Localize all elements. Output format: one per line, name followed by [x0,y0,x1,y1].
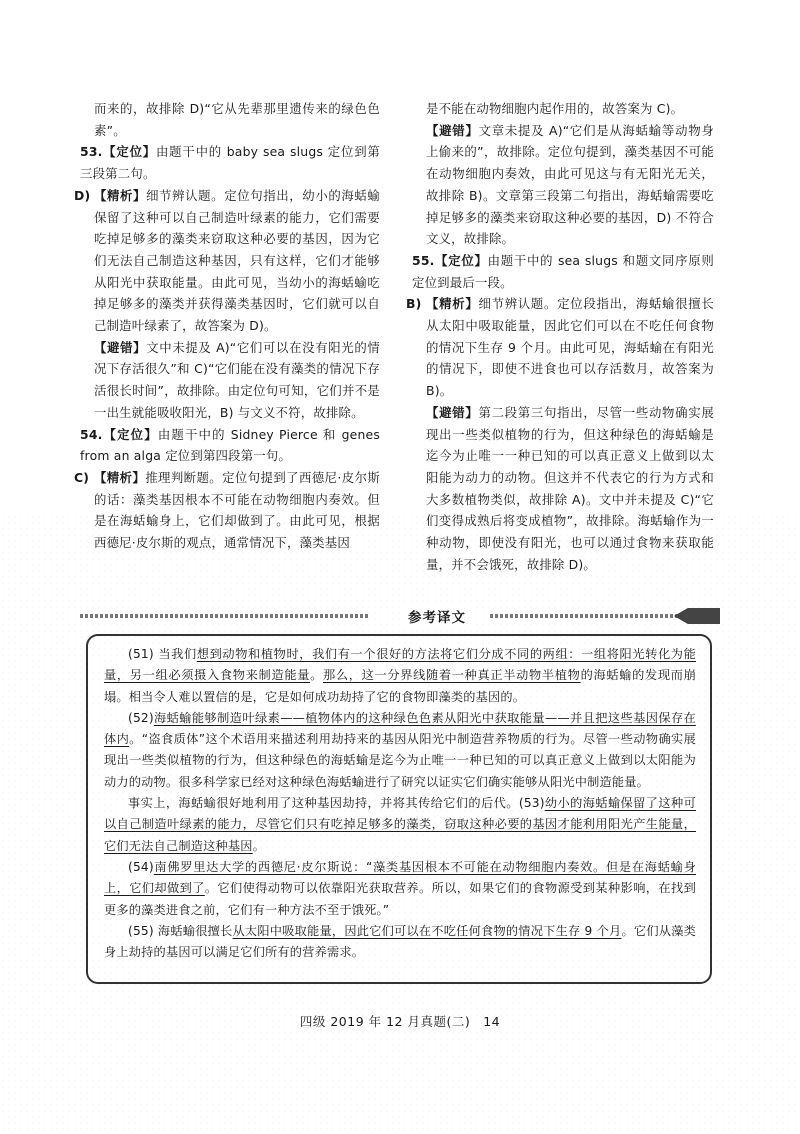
text: (51) 当我们 [128,647,197,661]
underlined-text: 从太阳中吸取能量，因此它们可以在不吃任何食物的情况下生存 9 个月 [232,923,622,938]
divider-arrow-icon [674,608,720,624]
page-footer: 四级 2019 年 12 月真题(二) 14 [299,1014,501,1029]
q54-locate [80,424,380,467]
q55-answer: B) [406,296,422,312]
q54-analysis-text: 推理判断题。定位句提到了西德尼·皮尔斯的话：藻类基因根本不可能在动物细胞内奏效。但是在海蛞蝓身上，它们却做到了。由此可见，根据西德尼·皮尔斯的观点，通常情况下，藻类基因 [94,469,380,551]
locate-tag: 【定位】 [102,426,158,442]
underlined-text: 幼小的海蛞蝓保留了这种可以自己制造叶绿素的能力，尽管它们只有吃掉足够多的藻类，窃取这种必要的基因才能利用阳光产生能量，它们无法自己制造这种基因 [104,796,696,853]
translation-box [86,634,712,984]
q55-avoid-text: 第二段第三句指出，尽管一些动物确实展现出一些类似植物的行为，但这种绿色的海蛞蝓是迄今为止唯一一种已知的可以真正意义上做到以太阳能为动力的动物。但这并不代表它的行为方式和大多数植物类似，故排除 A)。文中并未提及 C)“它们变得成熟后将变成植物”，故排除。海蛞蝓作为一种动物，即使没有阳光，也可以通过食物来获取能量，并不会饿死，故排除 D)。 [426,404,714,572]
q54-answer: C) [74,469,90,485]
text: (52) [128,710,154,725]
translation-p54 [104,857,696,921]
text: 的海蛞蝓的发现而崩塌。相当令人难以置信的是，它是如何成功劫持了它的食物即藻类的基因的。 [104,668,697,704]
text: 事实上，海蛞蝓很好地利用了这种基因劫持，并将其传给它们的后代。(53) [128,796,545,811]
avoid-tag: 【避错】 [94,339,147,355]
right-p1: 是不能在动物细胞内起作用的，故答案为 C)。 [426,101,684,116]
q53-avoid-text: 文中未提及 A)“它们可以在没有阳光的情况下存活很久”和 C)“它们能在没有藻类的情况下存活很长时间”，故排除。由定位句可知，它们并不是一出生就能吸收阳光，B) 与文义不符，故排除。 [94,339,380,420]
divider-bar-left [80,614,370,618]
translation-p51 [104,644,696,708]
q55-number: 55. [412,252,435,268]
q53-analysis-text: 细节辨认题。定位句指出，幼小的海蛞蝓保留了这种可以自己制造叶绿素的能力，它们需要吃掉足够多的藻类来窃取这种必要的基因，因为它们无法自己制造这种基因，只有这样，它们才能够从阳光中获取能量。由此可见，当幼小的海蛞蝓吃掉足够多的藻类并获得藻类基因时，它们就可以自己制造叶绿素了，故答案为 D)。 [94,187,380,334]
left-column [74,98,380,554]
q53-analysis [74,185,380,337]
text: 。 [310,668,323,683]
q55-analysis [406,293,714,402]
text: 。“盗食质体”这个术语用来描述利用劫持来的基因从阳光中制造营养物质的行为。尽管一些动物确实展现出一些类似植物的行为，但这种绿色的海蛞蝓是迄今为止唯一一种已知的可以真正意义上做到以太阳能为动力的动物。很多科学家已经对这种绿色海蛞蝓进行了研究以证实它们确实能够从阳光中制造能量。 [104,732,697,789]
q54-number: 54. [80,426,103,442]
avoid-tag: 【避错】 [426,404,479,420]
left-p1: 而来的，故排除 D)“它从先辈那里遗传来的绿色色素”。 [94,101,380,138]
text: (54) [128,859,154,874]
right-column [406,98,714,575]
analysis-tag: 【精析】 [94,469,146,485]
q54-analysis [74,467,380,554]
analysis-tag: 【精析】 [426,296,479,312]
q53-answer: D) [74,187,91,203]
q54-locate-text: 由题干中的 Sidney Pierce 和 genes from an alga 定位到第四段第一句。 [80,426,380,464]
underlined-text: 海蛞蝓能够制造叶绿素——植物体内的这种绿色色素从阳光中获取能量——并且把这些基因保存在体内 [104,710,696,747]
q53-locate-text: 由题干中的 baby sea slugs 定位到第三段第二句。 [80,144,380,182]
translation-p52 [104,708,696,793]
q55-analysis-text: 细节辨认题。定位段指出，海蛞蝓很擅长从太阳中吸取能量，因此它们可以在不吃任何食物的情况下生存 9 个月。由此可见，海蛞蝓在有阳光的情况下，即使不进食也可以存活数月，故答案为 B)。 [426,296,714,399]
translation-p55 [104,921,696,964]
q54-avoid [412,120,714,250]
locate-tag: 【定位】 [434,252,488,268]
q53-avoid [80,337,380,424]
analysis-tag: 【精析】 [94,187,147,203]
q55-avoid [412,402,714,576]
text: 。它们使得动物可以依靠阳光获取营养。所以，如果它们的食物源受到某种影响，在找到更多的藻类进食之前，它们有一种方法不至于饿死。” [104,881,696,917]
section-divider [80,606,720,626]
underlined-text: 那么，这一分界线随着一种真正半动物半植物 [322,668,581,683]
q54-avoid-text: 文章未提及 A)“它们是从海蛞蝓等动物身上偷来的”，故排除。定位句提到，藻类基因不可能在动物细胞内奏效，由此可见这与有无阳光无关，故排除 B)。文章第三段第二句指出，海蛞蝓需要吃掉足够多的藻类来窃取这种必要的基因，D) 不符合文义，故排除。 [426,122,714,247]
q55-locate-text: 由题干中的 sea slugs 和题文同序原则定位到最后一段。 [412,252,714,290]
divider-title: 参考译文 [400,606,474,626]
q55-locate [412,250,714,293]
underlined-text: 南佛罗里达大学的西德尼·皮尔斯说：“藻类基因根本不可能在动物细胞内奏效。但是在海蛞蝓身上，它们却做到了 [104,859,696,896]
avoid-tag: 【避错】 [426,122,479,138]
translation-p53 [104,793,696,857]
text: 。它们从藻类身上劫持的基因可以满足它们所有的营养需求。 [104,923,697,960]
text: (55) 海蛞蝓很擅长 [128,923,233,938]
locate-tag: 【定位】 [102,144,156,160]
underlined-text: 想到动物和植物时，我们有一个很好的方法将它们分成不同的两组：一组将阳光转化为能量，另一组必须摄入食物来制造能量 [104,647,696,683]
q53-locate [80,141,380,184]
text: 。 [252,838,266,853]
q53-number: 53. [80,144,103,160]
